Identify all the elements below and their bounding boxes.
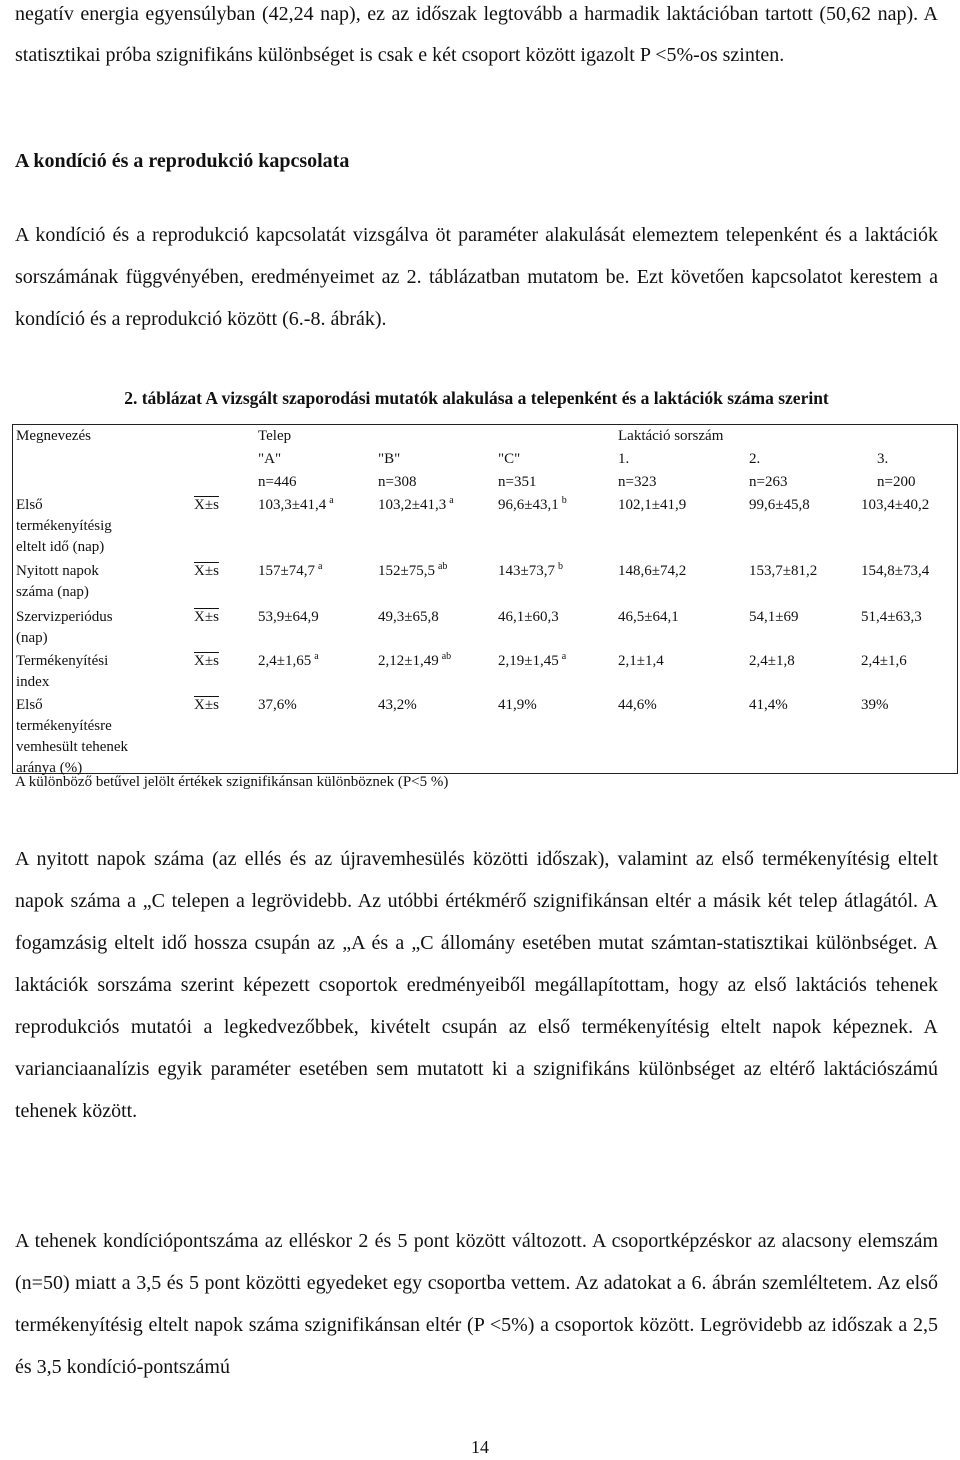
row-label-line: vemhesült tehenek	[16, 739, 129, 755]
significance-letter: a	[329, 495, 334, 506]
cell-value: 153,7±81,2	[749, 563, 818, 579]
row-label	[12, 649, 184, 693]
value-cell	[841, 649, 958, 693]
header-telep: Telep	[258, 428, 292, 444]
stat-symbol	[184, 493, 254, 559]
table-header-row-1	[12, 424, 958, 447]
section-heading: A kondíció és a reprodukció kapcsolata	[15, 150, 350, 172]
table-row	[12, 605, 958, 649]
cell-value: 2,19±1,45	[498, 653, 559, 669]
header-group: 2.	[749, 451, 761, 467]
mean-sd-label: X±s	[194, 609, 219, 625]
header-group: "A"	[258, 451, 282, 467]
row-label-line: száma (nap)	[16, 584, 89, 600]
value-cell	[614, 559, 729, 605]
header-group: "C"	[498, 451, 521, 467]
header-group: "B"	[378, 451, 401, 467]
value-cell	[254, 649, 374, 693]
cell-value: 2,1±1,4	[618, 653, 664, 669]
value-cell	[729, 649, 841, 693]
header-n: n=308	[378, 474, 417, 490]
cell-value: 154,8±73,4	[861, 563, 930, 579]
stat-symbol	[184, 605, 254, 649]
cell-value: 46,5±64,1	[618, 609, 679, 625]
cell-value: 102,1±41,9	[618, 497, 687, 513]
significance-letter: a	[449, 495, 454, 506]
significance-letter: ab	[441, 651, 452, 662]
value-cell	[254, 605, 374, 649]
row-label-line: Első	[16, 697, 43, 713]
table-row	[12, 559, 958, 605]
cell-value: 46,1±60,3	[498, 609, 559, 625]
value-cell	[614, 649, 729, 693]
row-label-line: termékenyítésre	[16, 718, 112, 734]
stat-symbol	[184, 649, 254, 693]
value-cell	[494, 693, 614, 779]
header-n: n=351	[498, 474, 537, 490]
stat-symbol	[184, 693, 254, 779]
cell-value: 51,4±63,3	[861, 609, 922, 625]
row-label	[12, 605, 184, 649]
value-cell	[841, 559, 958, 605]
cell-value: 53,9±64,9	[258, 609, 319, 625]
cell-value: 96,6±43,1	[498, 497, 559, 513]
value-cell	[374, 493, 494, 559]
value-cell	[729, 559, 841, 605]
row-label-line: termékenyítésig	[16, 518, 112, 534]
header-n: n=323	[618, 474, 657, 490]
header-n: n=200	[877, 474, 916, 490]
cell-value: 2,4±1,65	[258, 653, 312, 669]
table-caption: 2. táblázat A vizsgált szaporodási mutatók alakulása a telepenként és a laktációk száma szerint	[124, 388, 829, 408]
stat-symbol	[184, 559, 254, 605]
header-n: n=263	[749, 474, 788, 490]
cell-value: 103,3±41,4	[258, 497, 327, 513]
value-cell	[254, 493, 374, 559]
paragraph-results: A nyitott napok száma (az ellés és az újravemhesülés közötti időszak), valamint az első termékenyítésig eltelt napok száma a „C telepen a legrövidebb. Az utóbbi értékmérő szignifikánsan eltér a másik két telep átlagától. A fogamzásig eltelt idő hossza csupán az „A és a „C állomány esetében mutat számtan-statisztikai különbséget. A laktációk sorszáma szerint képezett csoportok eredményeiből megállapítottam, hogy az első laktációs tehenek reprodukciós mutatói a legkedvezőbbek, kivételt csupán az első termékenyítésig eltelt napok képeznek. A varianciaanalízis egyik paraméter esetében sem mutatott ki a szignifikáns különbséget az eltérő laktációszámú tehenek között.	[15, 848, 938, 1122]
row-label-line: index	[16, 674, 50, 690]
cell-value: 2,4±1,8	[749, 653, 795, 669]
cell-value: 143±73,7	[498, 563, 555, 579]
row-label	[12, 693, 184, 779]
value-cell	[494, 559, 614, 605]
mean-sd-label: X±s	[194, 653, 219, 669]
significance-letter: a	[317, 561, 323, 572]
significance-letter: b	[561, 495, 567, 506]
table-row	[12, 693, 958, 779]
cell-value: 157±74,7	[258, 563, 315, 579]
header-group: 3.	[877, 451, 889, 467]
value-cell	[494, 649, 614, 693]
value-cell	[494, 605, 614, 649]
header-laktacio: Laktáció sorszám	[618, 428, 724, 444]
value-cell	[841, 493, 958, 559]
page-number: 14	[471, 1437, 489, 1457]
row-label-line: aránya (%)	[16, 760, 83, 776]
value-cell	[729, 693, 841, 779]
significance-letter: a	[561, 651, 567, 662]
cell-value: 41,4%	[749, 697, 788, 713]
row-label-line: Szervizperiódus	[16, 609, 113, 625]
table-header-row-2	[12, 447, 958, 470]
header-megnevezes: Megnevezés	[16, 428, 91, 444]
table-body	[12, 424, 958, 779]
cell-value: 37,6%	[258, 697, 297, 713]
cell-value: 152±75,5	[378, 563, 435, 579]
row-label	[12, 493, 184, 559]
cell-value: 2,12±1,49	[378, 653, 439, 669]
value-cell	[729, 605, 841, 649]
value-cell	[494, 493, 614, 559]
cell-value: 2,4±1,6	[861, 653, 907, 669]
cell-value: 49,3±65,8	[378, 609, 439, 625]
cell-value: 44,6%	[618, 697, 657, 713]
row-label-line: (nap)	[16, 630, 48, 646]
value-cell	[614, 605, 729, 649]
value-cell	[841, 693, 958, 779]
row-label-line: eltelt idő (nap)	[16, 539, 105, 555]
mean-sd-label: X±s	[194, 697, 219, 713]
value-cell	[374, 605, 494, 649]
row-label-line: Első	[16, 497, 43, 513]
paragraph-condition: A tehenek kondíciópontszáma az elléskor 2 és 5 pont között változott. A csoportképzéskor az alacsony elemszám (n=50) miatt a 3,5 és 5 pont közötti egyedeket egy csoportba vettem. Az adatokat a 6. ábrán szemléltetem. Az első termékenyítésig eltelt napok száma szignifikánsan eltér (P <5%) a csoportok között. Legrövidebb az időszak a 2,5 és 3,5 kondíció-pontszámú	[15, 1230, 938, 1378]
value-cell	[374, 649, 494, 693]
value-cell	[254, 559, 374, 605]
paragraph-intro: negatív energia egyensúlyban (42,24 nap), ez az időszak legtovább a harmadik laktációban tartott (50,62 nap). A statisztikai próba szignifikáns különbséget is csak e két csoport között igazolt P <5%-os szinten.	[15, 3, 938, 66]
cell-value: 99,6±45,8	[749, 497, 810, 513]
cell-value: 43,2%	[378, 697, 417, 713]
value-cell	[374, 693, 494, 779]
row-label	[12, 559, 184, 605]
value-cell	[614, 493, 729, 559]
significance-letter: a	[314, 651, 319, 662]
value-cell	[254, 693, 374, 779]
mean-sd-label: X±s	[194, 497, 219, 513]
table-footnote: A különböző betűvel jelölt értékek szignifikánsan különböznek (P<5 %)	[15, 774, 449, 790]
table-row	[12, 493, 958, 559]
row-label-line: Termékenyítési	[16, 653, 109, 669]
value-cell	[841, 605, 958, 649]
paragraph-method: A kondíció és a reprodukció kapcsolatát vizsgálva öt paraméter alakulását elemeztem telepenként és a laktációk sorszámának függvényében, eredményeimet az 2. táblázatban mutatom be. Ezt követően kapcsolatot kerestem a kondíció és a reprodukció között (6.-8. ábrák).	[15, 224, 938, 330]
results-table	[12, 424, 958, 779]
cell-value: 39%	[861, 697, 889, 713]
table-header-row-3	[12, 470, 958, 493]
significance-letter: ab	[437, 561, 448, 572]
cell-value: 41,9%	[498, 697, 537, 713]
cell-value: 148,6±74,2	[618, 563, 687, 579]
header-group: 1.	[618, 451, 630, 467]
header-n: n=446	[258, 474, 297, 490]
cell-value: 54,1±69	[749, 609, 799, 625]
value-cell	[729, 493, 841, 559]
cell-value: 103,4±40,2	[861, 497, 930, 513]
table-row	[12, 649, 958, 693]
value-cell	[614, 693, 729, 779]
significance-letter: b	[557, 561, 563, 572]
cell-value: 103,2±41,3	[378, 497, 447, 513]
row-label-line: Nyitott napok	[16, 563, 99, 579]
value-cell	[374, 559, 494, 605]
mean-sd-label: X±s	[194, 563, 219, 579]
